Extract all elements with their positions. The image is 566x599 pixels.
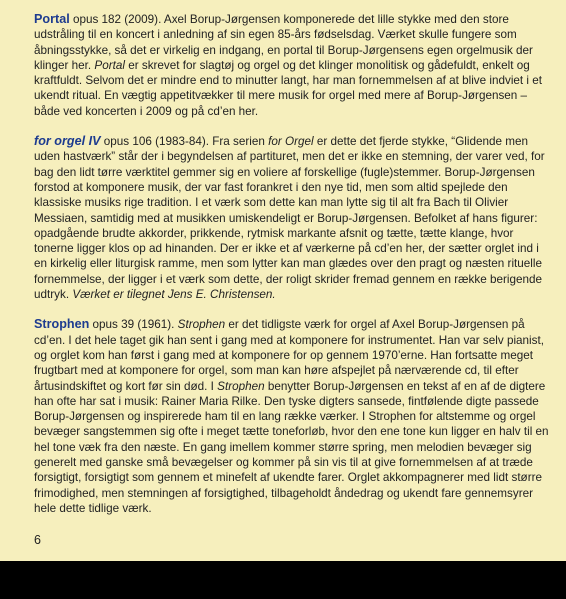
body-text: er det tidligste værk for orgel af Axel Borup-Jørgensen på cd’en. I det hele taget gik han sent i gang med at komponere for instrumentet. Han var selv pianist, og orglet kom han først i gang med at komponere for op gennem 1970’erne. Han fortsatte meget frugtbart med at komponere for orgel, som man kan høre afspejlet på nærværende cd, til efter årtusindskiftet og kort før sin død. I xyxy=(34,318,544,393)
section-portal xyxy=(34,12,550,119)
body-text: er skrevet for slagtøj og orgel og det klinger monolitisk og gådefuldt, enkelt og kraftfuldt. Selvom det er mindre end to minutter langt, har man fornemmelsen af at blive indviet i et ukendt ritual. En vægtig appetitvækker til mere musik for orgel med mere af Borup-Jørgensen – både ved koncerten i 2009 og på cd’en her. xyxy=(34,58,543,118)
page-number: 6 xyxy=(34,533,41,547)
work-title-for-orgel-iv: for orgel IV xyxy=(34,134,101,149)
italic-text: Strophen xyxy=(217,379,265,393)
italic-text: Portal xyxy=(94,58,125,72)
section-for-orgel-iv xyxy=(34,134,550,302)
body-text: er dette det fjerde stykke, “Glidende men uden hastværk” står der i begyndelsen af partituret, men det er ikke en stemning, der varer ved, for bag den lidt tørre værktitel gemmer sig en voliere af forskellige (fugle)stemmer. Borup-Jørgensen forstod at komponere musik, der var fast forankret i den nye tid, men som altid spejlede den klassiske musiks rige tradition. I et værk som dette kan man lytte sig til alt fra Bach til Olivier Messiaen, samtidig med at musikken umiskendeligt er Borup-Jørgensen. Befolket af hans figurer: opadgående brudte akkorder, prikkende, rytmisk markante afsnit og tætte, tætte klange, hvor tonerne ligger klos op ad hinanden. Der er ikke et af værkerne på cd’en her, der sætter orglet ind i en kirkelig eller liturgisk ramme, men som lytter kan man glædes over den pragt og næsten rituelle fornemmelse, der ligger i et værk som dette, der roligt skrider fremad gennem en række berigende udtryk. xyxy=(34,135,545,302)
italic-text: for Orgel xyxy=(268,135,314,149)
page-content xyxy=(34,12,550,531)
work-title-strophen: Strophen xyxy=(34,317,90,332)
body-text: Fra serien xyxy=(212,135,269,149)
opus-info: opus 182 (2009). xyxy=(69,13,164,26)
opus-info: opus 106 (1983-84). xyxy=(100,135,213,149)
body-text: benytter Borup-Jørgensen en tekst af en af de digtere han ofte har sat i musik: Rainer Maria Rilke. Den tyske digters sansede, fintfølende digte passede Borup-Jørgensen og inspirerede ham til en lang række værker. I Strophen for altstemme og orgel bevæger sangstemmen sig ofte i meget tætte toneforløb, hvor den ene tone kun ligger en halv til en hel tone væk fra den næste. En gang imellem kommer større spring, men melodien bevæger sig generelt med ganske små bevægelser og kommer på sin vis til at give fornemmelsen af at træde forsigtigt, forsigtigt som gennem et minefelt af ukendte farer. Orglet akkompagnerer med lidt større frimodighed, men stemningen af forsigtighed, tilbageholdt åndedrag og ukendt fare gennemsyrer hele dette tidlige værk. xyxy=(34,379,549,515)
section-strophen xyxy=(34,317,550,516)
work-title-portal: Portal xyxy=(34,12,70,26)
body-text: Axel Borup-Jørgensen komponerede det lille stykke med den store udstråling til en koncert i anledning af sin egen 85-års fødselsdag. Værket skulle fungere som åbningsstykke, så det er virkelig en indgang, en portal til Borup-Jørgensens egen orgelmusik der klinger her. xyxy=(34,13,533,72)
italic-text: Strophen xyxy=(177,318,226,332)
dedication-text: Værket er tilegnet Jens E. Christensen. xyxy=(72,288,276,302)
opus-info: opus 39 (1961). xyxy=(89,318,178,332)
